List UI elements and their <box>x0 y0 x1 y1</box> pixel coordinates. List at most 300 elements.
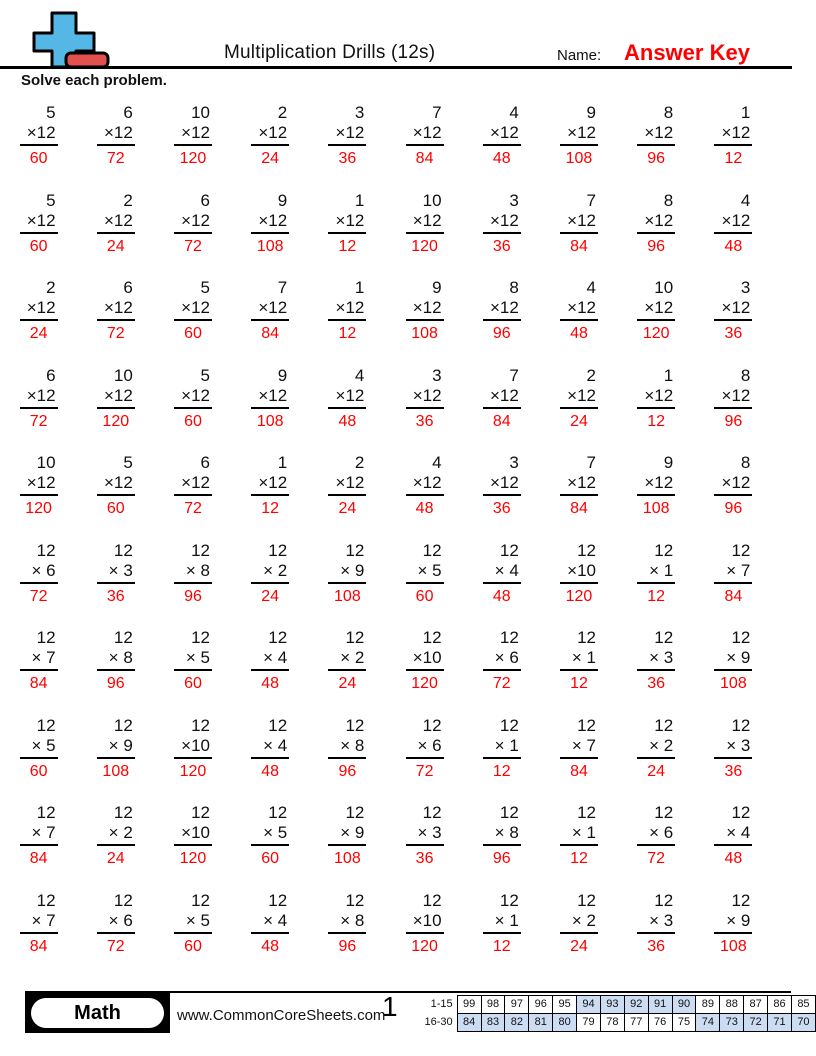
problem-multiplier: × 6 <box>406 736 444 759</box>
problem-multiplier: ×12 <box>560 211 598 234</box>
problem-multiplier: ×12 <box>328 123 366 146</box>
problem-multiplicand: 7 <box>277 278 288 297</box>
problem-multiplier: × 3 <box>637 648 675 671</box>
problem-cell <box>174 103 212 191</box>
problem-cell <box>560 453 598 541</box>
problem-answer: 120 <box>102 412 130 430</box>
problem-answer: 72 <box>492 675 511 692</box>
problem-multiplier: ×12 <box>174 298 212 321</box>
problem-answer: 48 <box>570 325 588 342</box>
problem-answer: 96 <box>724 412 743 430</box>
problem-answer: 84 <box>261 325 280 342</box>
problem-answer: 96 <box>338 762 357 780</box>
problem-answer: 60 <box>29 150 48 167</box>
problem-cell <box>328 803 366 891</box>
score-row <box>408 996 816 1014</box>
page-title: Multiplication Drills (12s) <box>224 42 436 63</box>
problem-multiplier: ×12 <box>483 123 521 146</box>
problem-multiplicand: 12 <box>422 628 442 647</box>
problem-multiplicand: 12 <box>191 803 210 822</box>
problem-multiplicand: 12 <box>191 715 210 735</box>
problem-multiplicand: 4 <box>509 103 519 122</box>
problem-multiplicand: 12 <box>654 715 674 735</box>
score-cell: 99 <box>457 996 481 1014</box>
problem-cell <box>714 366 752 454</box>
problem-answer: 84 <box>29 850 48 867</box>
problem-cell <box>328 366 366 454</box>
problem-answer: 60 <box>184 937 202 955</box>
problem-answer: 84 <box>415 150 434 167</box>
problem-answer: 12 <box>570 675 588 692</box>
problem-multiplicand: 6 <box>200 190 210 210</box>
score-cell: 74 <box>696 1014 720 1032</box>
problem-multiplier: ×12 <box>174 473 212 496</box>
problem-answer: 48 <box>415 500 434 517</box>
problem-cell <box>714 803 752 891</box>
problem-answer: 36 <box>647 675 666 692</box>
problem-cell <box>483 366 521 454</box>
problem-answer: 108 <box>256 237 284 255</box>
problem-multiplicand: 8 <box>740 365 751 385</box>
problem-answer: 72 <box>106 150 125 167</box>
problem-answer: 12 <box>647 412 666 430</box>
score-cell: 71 <box>768 1014 792 1032</box>
problem-answer: 72 <box>29 587 48 605</box>
score-cell: 89 <box>696 996 720 1014</box>
problem-multiplicand: 1 <box>663 365 674 385</box>
problem-cell <box>406 103 444 191</box>
problem-multiplicand: 9 <box>432 278 442 297</box>
score-cell: 73 <box>720 1014 744 1032</box>
problem-multiplier: × 6 <box>20 561 58 584</box>
problem-answer: 24 <box>338 675 357 692</box>
problem-multiplier: ×12 <box>328 298 366 321</box>
problem-multiplier: ×12 <box>20 123 58 146</box>
problem-cell <box>483 891 521 979</box>
score-cell: 87 <box>744 996 768 1014</box>
score-cell: 78 <box>600 1014 624 1032</box>
problem-multiplier: ×12 <box>328 211 366 234</box>
problem-cell <box>714 891 752 979</box>
score-cell: 84 <box>457 1014 481 1032</box>
score-cell: 85 <box>791 996 815 1014</box>
problem-cell <box>406 891 444 979</box>
problem-answer: 120 <box>179 150 207 167</box>
problem-cell <box>406 191 444 279</box>
problem-multiplier: × 6 <box>483 648 521 671</box>
problem-cell <box>328 716 366 804</box>
problem-multiplicand: 10 <box>654 278 674 297</box>
problem-multiplier: × 8 <box>328 911 366 934</box>
problem-multiplier: ×10 <box>406 911 444 934</box>
problem-multiplicand: 9 <box>586 103 596 122</box>
problem-cell <box>714 628 752 716</box>
problem-multiplier: ×12 <box>637 386 675 409</box>
problem-multiplicand: 2 <box>354 453 365 472</box>
score-row-label: 1-15 <box>430 998 453 1010</box>
problem-cell <box>328 191 366 279</box>
problem-multiplicand: 5 <box>200 365 210 385</box>
score-cell: 75 <box>672 1014 696 1032</box>
problem-multiplier: ×12 <box>251 473 289 496</box>
problem-multiplicand: 12 <box>36 715 56 735</box>
score-cell: 81 <box>529 1014 553 1032</box>
problem-cell <box>328 278 366 366</box>
problem-multiplicand: 1 <box>354 190 365 210</box>
problem-answer: 84 <box>29 937 48 955</box>
name-label: Name: <box>557 47 602 64</box>
problem-answer: 48 <box>261 675 280 692</box>
problem-answer: 24 <box>261 150 280 167</box>
problem-cell <box>406 453 444 541</box>
problem-cell <box>20 103 58 191</box>
problem-multiplier: ×12 <box>97 123 135 146</box>
problem-cell <box>174 191 212 279</box>
problem-answer: 24 <box>647 762 666 780</box>
problem-answer: 96 <box>724 500 743 517</box>
score-cell: 77 <box>624 1014 648 1032</box>
problem-answer: 120 <box>565 587 593 605</box>
problem-cell <box>406 628 444 716</box>
problem-multiplicand: 3 <box>509 453 519 472</box>
problem-multiplier: × 9 <box>714 911 752 934</box>
problem-answer: 48 <box>338 412 357 430</box>
problem-cell <box>406 803 444 891</box>
problem-multiplier: ×12 <box>406 211 444 234</box>
problem-multiplier: × 8 <box>483 823 521 846</box>
problem-multiplier: × 4 <box>251 648 289 671</box>
problem-cell <box>174 366 212 454</box>
problem-cell <box>483 191 521 279</box>
problem-multiplier: ×12 <box>714 298 752 321</box>
problem-multiplier: × 1 <box>637 561 675 584</box>
problem-answer: 120 <box>25 500 52 517</box>
score-table <box>408 995 816 1032</box>
problem-multiplicand: 9 <box>277 190 288 210</box>
problem-cell <box>714 453 752 541</box>
problem-answer: 120 <box>642 325 670 342</box>
problem-answer: 84 <box>570 762 588 780</box>
problem-multiplier: ×12 <box>20 386 58 409</box>
problem-multiplier: ×12 <box>406 298 444 321</box>
problem-multiplier: ×10 <box>174 823 212 846</box>
problem-multiplicand: 4 <box>586 278 596 297</box>
problem-answer: 84 <box>570 237 588 255</box>
problem-answer: 108 <box>334 587 361 605</box>
problem-multiplicand: 12 <box>422 540 442 560</box>
problem-multiplier: ×12 <box>560 386 598 409</box>
score-cell: 92 <box>624 996 648 1014</box>
score-cell: 76 <box>648 1014 672 1032</box>
problem-answer: 96 <box>492 850 511 867</box>
problem-multiplicand: 12 <box>268 803 288 822</box>
problem-answer: 60 <box>29 237 48 255</box>
problem-multiplicand: 12 <box>577 540 596 560</box>
problem-answer: 96 <box>184 587 202 605</box>
score-cell: 79 <box>577 1014 601 1032</box>
problem-cell <box>20 628 58 716</box>
problem-multiplier: ×12 <box>328 386 366 409</box>
problem-cell <box>251 453 289 541</box>
problem-answer: 36 <box>724 762 743 780</box>
problem-answer: 24 <box>570 412 588 430</box>
problem-multiplier: ×12 <box>97 211 135 234</box>
score-cell: 80 <box>553 1014 577 1032</box>
problem-cell <box>251 628 289 716</box>
problem-multiplicand: 12 <box>499 803 519 822</box>
problem-multiplicand: 12 <box>731 628 751 647</box>
problem-cell <box>20 366 58 454</box>
problem-multiplier: ×12 <box>97 386 135 409</box>
problem-multiplier: × 4 <box>483 561 521 584</box>
problem-answer: 84 <box>29 675 48 692</box>
problem-multiplier: × 7 <box>20 823 58 846</box>
problem-multiplicand: 12 <box>577 628 596 647</box>
score-cell: 86 <box>768 996 792 1014</box>
problem-multiplicand: 1 <box>277 453 288 472</box>
problem-cell <box>560 103 598 191</box>
problem-cell <box>560 541 598 629</box>
problem-answer: 12 <box>724 150 743 167</box>
problem-multiplier: × 2 <box>328 648 366 671</box>
problem-multiplicand: 4 <box>740 190 751 210</box>
problem-multiplier: ×12 <box>406 123 444 146</box>
problem-multiplier: × 7 <box>20 911 58 934</box>
problem-answer: 12 <box>647 587 666 605</box>
problem-cell <box>714 716 752 804</box>
problem-cell <box>20 803 58 891</box>
problem-multiplier: × 3 <box>406 823 444 846</box>
problem-cell <box>97 103 135 191</box>
problem-cell <box>251 191 289 279</box>
problem-cell <box>251 103 289 191</box>
problem-multiplier: × 7 <box>560 736 598 759</box>
problem-multiplicand: 8 <box>740 453 751 472</box>
problem-multiplicand: 8 <box>509 278 519 297</box>
problem-answer: 96 <box>338 937 357 955</box>
problem-answer: 36 <box>415 850 434 867</box>
problem-cell <box>328 103 366 191</box>
problem-multiplier: ×12 <box>20 211 58 234</box>
problem-answer: 120 <box>179 762 207 780</box>
problem-answer: 12 <box>338 325 357 342</box>
problem-multiplicand: 5 <box>46 103 56 122</box>
problem-multiplier: × 5 <box>20 736 58 759</box>
problem-cell <box>328 628 366 716</box>
problem-multiplier: ×12 <box>637 473 675 496</box>
problem-multiplier: ×12 <box>97 473 135 496</box>
problem-answer: 36 <box>724 325 743 342</box>
problem-cell <box>560 366 598 454</box>
problem-answer: 60 <box>415 587 434 605</box>
problem-multiplicand: 12 <box>191 540 210 560</box>
problem-answer: 12 <box>338 237 357 255</box>
problem-cell <box>637 278 675 366</box>
problem-multiplicand: 12 <box>731 715 751 735</box>
problem-cell <box>251 278 289 366</box>
problem-multiplier: × 1 <box>483 911 521 934</box>
problem-cell <box>714 103 752 191</box>
problem-multiplicand: 2 <box>586 365 596 385</box>
problem-answer: 96 <box>492 325 511 342</box>
problem-multiplier: × 3 <box>637 911 675 934</box>
score-cell: 93 <box>600 996 624 1014</box>
problem-multiplicand: 3 <box>432 365 442 385</box>
problem-answer: 48 <box>724 850 743 867</box>
problem-multiplicand: 6 <box>200 453 210 472</box>
page-number: 1 <box>382 991 398 1022</box>
problem-answer: 36 <box>647 937 666 955</box>
problem-multiplier: ×12 <box>560 298 598 321</box>
problem-answer: 48 <box>492 587 511 605</box>
problem-answer: 108 <box>256 412 284 430</box>
problem-multiplicand: 12 <box>577 890 596 910</box>
problem-multiplicand: 7 <box>509 365 519 385</box>
problem-cell <box>560 716 598 804</box>
problem-answer: 60 <box>106 500 125 517</box>
problem-answer: 12 <box>492 937 511 955</box>
problem-cell <box>20 716 58 804</box>
problem-multiplier: ×12 <box>251 123 289 146</box>
problem-cell <box>483 716 521 804</box>
problem-multiplier: × 6 <box>637 823 675 846</box>
problem-cell <box>637 541 675 629</box>
problem-multiplier: ×12 <box>637 211 675 234</box>
problem-multiplicand: 12 <box>36 890 56 910</box>
problem-multiplier: ×12 <box>97 298 135 321</box>
problem-cell <box>483 541 521 629</box>
problem-multiplicand: 12 <box>113 628 133 647</box>
problem-multiplier: × 5 <box>174 648 212 671</box>
problem-multiplier: × 9 <box>97 736 135 759</box>
problem-answer: 72 <box>184 237 202 255</box>
problem-answer: 24 <box>261 587 280 605</box>
problem-answer: 84 <box>724 587 743 605</box>
problem-multiplicand: 12 <box>268 540 288 560</box>
score-cell: 96 <box>529 996 553 1014</box>
problem-multiplicand: 12 <box>113 540 133 560</box>
problem-answer: 36 <box>492 237 511 255</box>
problem-multiplicand: 5 <box>46 190 56 210</box>
problem-cell <box>637 628 675 716</box>
problem-cell <box>483 453 521 541</box>
problem-multiplier: × 2 <box>560 911 598 934</box>
problem-multiplicand: 12 <box>36 540 56 560</box>
problem-answer: 24 <box>570 937 588 955</box>
problem-multiplicand: 12 <box>113 890 133 910</box>
problem-multiplier: ×12 <box>637 298 675 321</box>
problem-multiplicand: 12 <box>113 715 133 735</box>
problem-multiplier: ×12 <box>714 473 752 496</box>
problem-multiplicand: 12 <box>731 803 751 822</box>
problem-cell <box>97 541 135 629</box>
problem-multiplier: × 4 <box>251 736 289 759</box>
problem-multiplier: × 7 <box>20 648 58 671</box>
score-cell: 82 <box>505 1014 529 1032</box>
problem-multiplier: ×12 <box>483 298 521 321</box>
problem-multiplier: ×10 <box>174 736 212 759</box>
problem-multiplicand: 12 <box>499 715 519 735</box>
problem-cell <box>637 453 675 541</box>
score-cell: 95 <box>553 996 577 1014</box>
problem-cell <box>174 453 212 541</box>
problem-cell <box>637 191 675 279</box>
problem-multiplicand: 12 <box>577 715 596 735</box>
problem-answer: 12 <box>261 500 280 517</box>
problem-multiplicand: 4 <box>432 453 442 472</box>
problem-answer: 12 <box>570 850 588 867</box>
problem-multiplier: × 2 <box>97 823 135 846</box>
problem-multiplier: × 8 <box>328 736 366 759</box>
problem-cell <box>251 891 289 979</box>
problem-cell <box>97 803 135 891</box>
problem-multiplicand: 12 <box>191 628 210 647</box>
problem-multiplier: × 1 <box>483 736 521 759</box>
problem-multiplicand: 12 <box>268 628 288 647</box>
problem-multiplicand: 2 <box>46 278 56 297</box>
problem-multiplicand: 10 <box>422 190 442 210</box>
instructions-text: Solve each problem. <box>21 72 167 89</box>
problem-multiplicand: 12 <box>36 803 56 822</box>
problem-answer: 48 <box>261 762 280 780</box>
problem-answer: 12 <box>492 762 511 780</box>
problem-multiplier: × 9 <box>328 823 366 846</box>
problem-multiplier: × 4 <box>251 911 289 934</box>
problem-multiplicand: 12 <box>268 715 288 735</box>
problem-cell <box>20 453 58 541</box>
problem-multiplier: × 1 <box>560 648 598 671</box>
score-cell: 90 <box>672 996 696 1014</box>
problem-answer: 24 <box>106 850 125 867</box>
problem-multiplier: ×10 <box>560 561 598 584</box>
problem-multiplier: ×12 <box>560 473 598 496</box>
problem-cell <box>20 541 58 629</box>
problem-multiplicand: 12 <box>345 628 365 647</box>
problem-multiplicand: 7 <box>586 453 596 472</box>
problem-cell <box>174 716 212 804</box>
problem-multiplier: × 3 <box>714 736 752 759</box>
problem-multiplier: × 2 <box>251 561 289 584</box>
problem-multiplicand: 2 <box>123 190 133 210</box>
problem-answer: 48 <box>492 150 511 167</box>
problem-multiplicand: 12 <box>268 890 288 910</box>
problem-multiplier: ×12 <box>483 473 521 496</box>
problem-answer: 24 <box>338 500 357 517</box>
problem-answer: 108 <box>565 150 593 167</box>
problem-cell <box>328 541 366 629</box>
problem-answer: 36 <box>415 412 434 430</box>
problem-cell <box>20 191 58 279</box>
problem-cell <box>251 541 289 629</box>
problems-grid <box>0 103 772 978</box>
problem-multiplicand: 12 <box>345 803 365 822</box>
score-row-label: 16-30 <box>424 1016 453 1028</box>
problem-cell <box>483 628 521 716</box>
problem-answer: 108 <box>642 500 670 517</box>
problem-multiplier: ×12 <box>20 473 58 496</box>
problem-cell <box>637 716 675 804</box>
problem-multiplier: × 5 <box>174 911 212 934</box>
problem-multiplicand: 12 <box>577 803 596 822</box>
problem-multiplier: ×12 <box>483 386 521 409</box>
problem-cell <box>97 191 135 279</box>
problem-multiplicand: 12 <box>731 890 751 910</box>
problem-answer: 120 <box>411 937 438 955</box>
problem-multiplier: × 4 <box>714 823 752 846</box>
problem-multiplicand: 7 <box>586 190 596 210</box>
problem-multiplier: × 5 <box>251 823 289 846</box>
problem-cell <box>174 278 212 366</box>
